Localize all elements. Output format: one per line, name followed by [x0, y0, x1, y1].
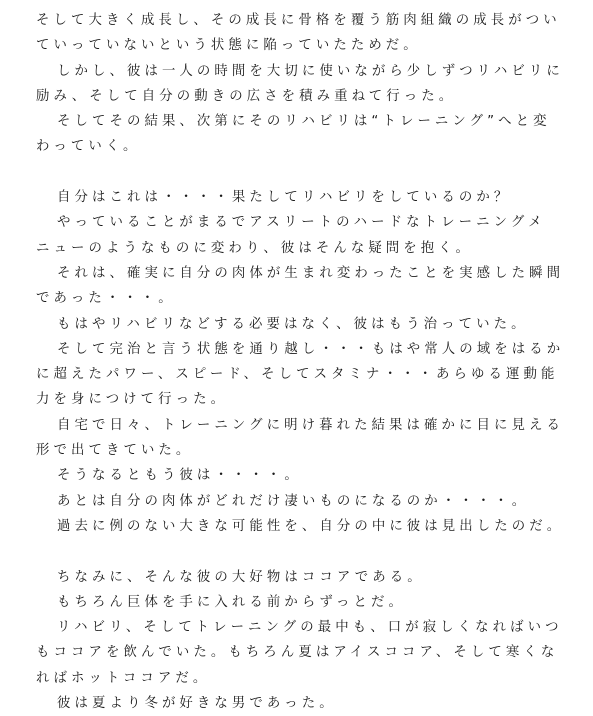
- paragraph: [36, 463, 576, 488]
- text-line: 過去に例のない大きな可能性を、自分の中に彼は見出したのだ。: [57, 518, 565, 534]
- text-line: 力を身につけて行った。: [36, 392, 229, 408]
- text-line: 励み、そして自分の動きの広さを積み重ねて行った。: [36, 88, 457, 104]
- text-line: そうなるともう彼は・・・・。: [57, 468, 302, 484]
- paragraph: [36, 489, 576, 514]
- paragraph: [36, 261, 576, 312]
- paragraph-spacer: [36, 539, 576, 564]
- text-line: そしてその結果、次第にそのリハビリは“トレーニング”へと変: [57, 114, 551, 130]
- paragraph: [36, 590, 576, 615]
- text-line: であった・・・。: [36, 291, 176, 307]
- paragraph: [36, 312, 576, 337]
- text-line: そして大きく成長し、その成長に骨格を覆う筋肉組織の成長がつい: [36, 13, 561, 28]
- text-line: あとは自分の肉体がどれだけ凄いものになるのか・・・・。: [57, 493, 530, 509]
- text-line: ちなみに、そんな彼の大好物はココアである。: [57, 569, 425, 585]
- text-line: ニューのようなものに変わり、彼はそんな疑問を抱く。: [36, 240, 473, 256]
- paragraph: [36, 185, 576, 210]
- text-line: ればホットココアだ。: [36, 670, 211, 686]
- paragraph: [36, 59, 576, 110]
- text-line: しかし、彼は一人の時間を大切に使いながら少しずつリハビリに: [57, 63, 564, 79]
- paragraph: [36, 514, 576, 539]
- text-line: 自宅で日々、トレーニングに明け暮れた結果は確かに目に見える: [57, 417, 564, 433]
- text-line: に超えたパワー、スピード、そしてスタミナ・・・あらゆる運動能: [36, 367, 559, 383]
- paragraph: [36, 565, 576, 590]
- paragraph: [36, 109, 576, 160]
- paragraph: [36, 615, 576, 691]
- paragraph: [36, 8, 576, 59]
- paragraph: [36, 413, 576, 464]
- text-line: 自分はこれは・・・・果たしてリハビリをしているのか？: [57, 190, 512, 206]
- document-text-body: [36, 8, 576, 716]
- paragraph-spacer: [36, 160, 576, 185]
- paragraph: [36, 691, 576, 716]
- paragraph: [36, 337, 576, 413]
- text-line: もはやリハビリなどする必要はなく、彼はもう治っていた。: [57, 316, 529, 332]
- text-line: 形で出てきていた。: [36, 443, 194, 459]
- text-line: やっていることがまるでアスリートのハードなトレーニングメ: [57, 215, 546, 231]
- text-line: もちろん巨体を手に入れる前からずっとだ。: [57, 594, 407, 610]
- text-line: それは、確実に自分の肉体が生まれ変わったことを実感した瞬間: [57, 265, 565, 281]
- text-line: そして完治と言う状態を通り越し・・・もはや常人の域をはるか: [57, 341, 565, 357]
- document-page: [36, 8, 576, 716]
- text-line: もココアを飲んでいた。もちろん夏はアイスココア、そして寒くな: [36, 645, 559, 661]
- text-line: ていっていないという状態に陥っていたためだ。: [36, 38, 421, 54]
- paragraph: [36, 210, 576, 261]
- text-line: 彼は夏より冬が好きな男であった。: [57, 696, 337, 712]
- text-line: リハビリ、そしてトレーニングの最中も、口が寂しくなればいつ: [57, 620, 563, 636]
- text-line: わっていく。: [36, 139, 141, 155]
